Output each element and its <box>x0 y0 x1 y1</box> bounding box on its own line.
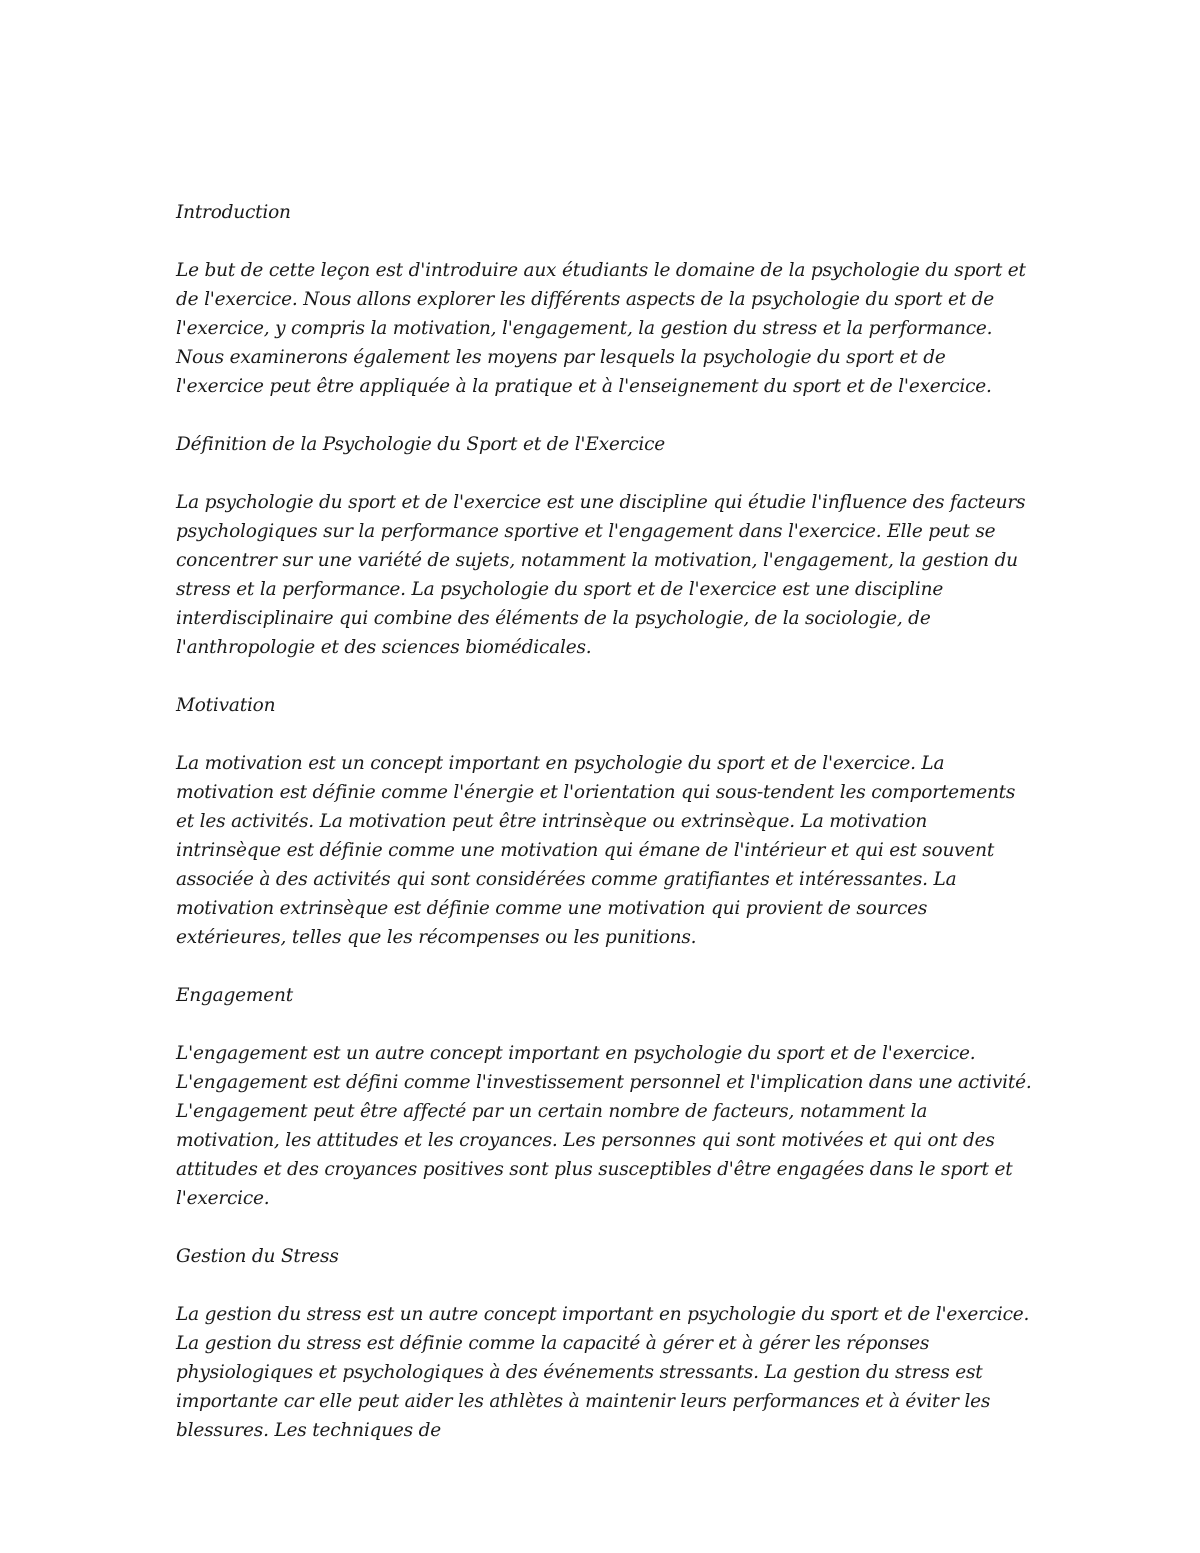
section-paragraph-motivation: La motivation est un concept important en psychologie du sport et de l'exercice. La motivation est définie comme l'énergie et l'orientation qui sous-tendent les comportements et les activités. La motivation peut être intrinsèque ou extrinsèque. La motivation intrinsèque est définie comme une motivation qui émane de l'intérieur et qui est souvent associée à des activités qui sont considérées comme gratifiantes et intéressantes. La motivation extrinsèque est définie comme une motivation qui provient de sources extérieures, telles que les récompenses ou les punitions. <box>176 753 1016 948</box>
section-paragraph-stress: La gestion du stress est un autre concept important en psychologie du sport et de l'exercice. La gestion du stress est définie comme la capacité à gérer et à gérer les réponses physiologiques et psychologiques à des événements stressants. La gestion du stress est importante car elle peut aider les athlètes à maintenir leurs performances et à éviter les blessures. Les techniques de <box>176 1304 1030 1441</box>
section-paragraph-introduction: Le but de cette leçon est d'introduire aux étudiants le domaine de la psychologie du sport et de l'exercice. Nous allons explorer les différents aspects de la psychologie du sport et de l'exercice, y compris la motivation, l'engagement, la gestion du stress et la performance. Nous examinerons également les moyens par lesquels la psychologie du sport et de l'exercice peut être appliquée à la pratique et à l'enseignement du sport et de l'exercice. <box>176 260 1026 397</box>
section-heading-engagement: Engagement <box>176 985 293 1006</box>
section-heading-definition: Définition de la Psychologie du Sport et de l'Exercice <box>176 434 666 455</box>
section-paragraph-engagement: L'engagement est un autre concept important en psychologie du sport et de l'exercice. L'engagement est défini comme l'investissement personnel et l'implication dans une activité. L'engagement peut être affecté par un certain nombre de facteurs, notamment la motivation, les attitudes et les croyances. Les personnes qui sont motivées et qui ont des attitudes et des croyances positives sont plus susceptibles d'être engagées dans le sport et l'exercice. <box>176 1043 1032 1209</box>
section-heading-motivation: Motivation <box>176 695 276 716</box>
section-heading-introduction: Introduction <box>176 202 291 223</box>
section-heading-stress: Gestion du Stress <box>176 1246 339 1267</box>
document-body <box>176 198 1032 1474</box>
section-paragraph-definition: La psychologie du sport et de l'exercice est une discipline qui étudie l'influence des facteurs psychologiques sur la performance sportive et l'engagement dans l'exercice. Elle peut se concentrer sur une variété de sujets, notamment la motivation, l'engagement, la gestion du stress et la performance. La psychologie du sport et de l'exercice est une discipline interdisciplinaire qui combine des éléments de la psychologie, de la sociologie, de l'anthropologie et des sciences biomédicales. <box>176 492 1026 658</box>
